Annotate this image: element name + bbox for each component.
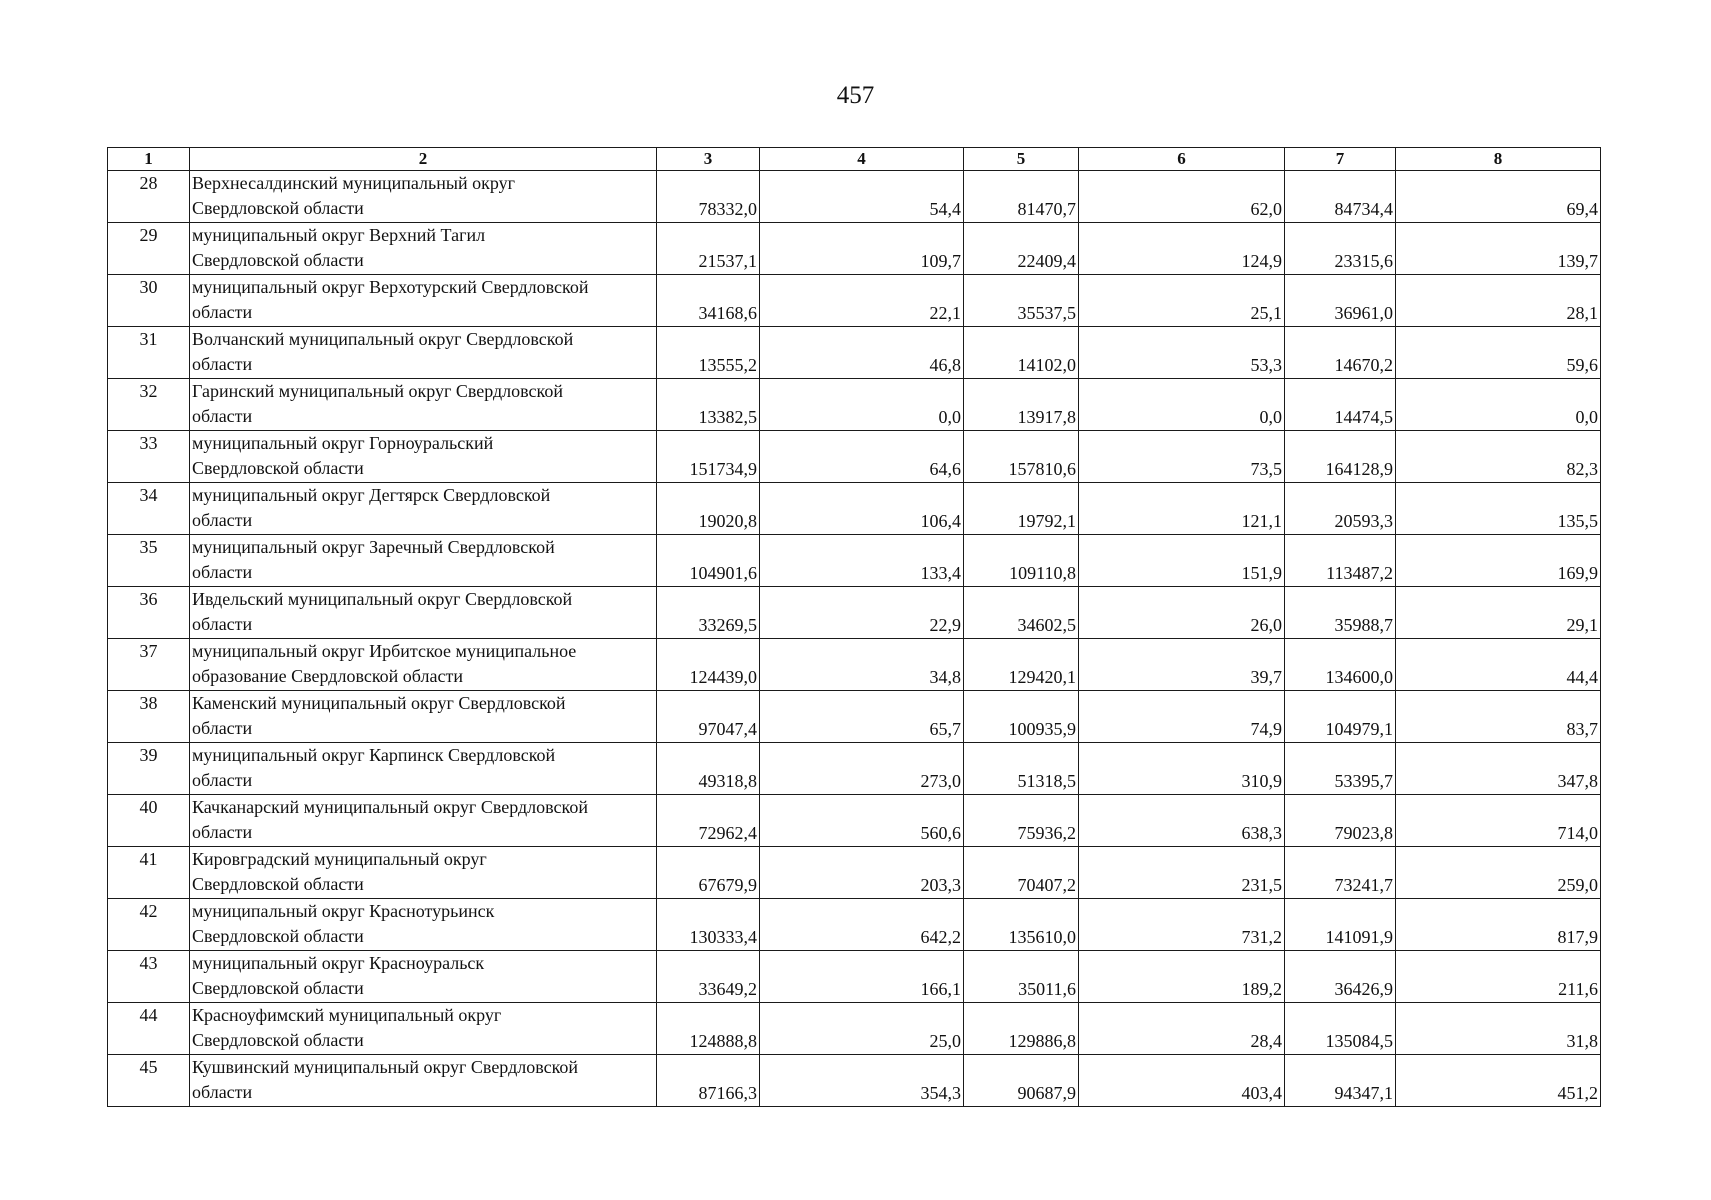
column-header: 7 xyxy=(1285,148,1396,171)
value-cell-col-7: 164128,9 xyxy=(1285,431,1396,483)
value-cell-col-7: 79023,8 xyxy=(1285,795,1396,847)
value-cell-col-3: 124888,8 xyxy=(657,1003,760,1055)
municipality-name-cell: Гаринский муниципальный округ Свердловской области xyxy=(190,379,657,431)
value-cell-col-5: 34602,5 xyxy=(964,587,1079,639)
row-number-cell: 34 xyxy=(108,483,190,535)
value-cell-col-5: 109110,8 xyxy=(964,535,1079,587)
table-row xyxy=(108,223,1601,275)
municipality-name-cell: Ивдельский муниципальный округ Свердловской области xyxy=(190,587,657,639)
value-cell-col-3: 104901,6 xyxy=(657,535,760,587)
value-cell-col-5: 35537,5 xyxy=(964,275,1079,327)
row-number-cell: 32 xyxy=(108,379,190,431)
value-cell-col-5: 81470,7 xyxy=(964,171,1079,223)
table-row xyxy=(108,275,1601,327)
value-cell-col-5: 14102,0 xyxy=(964,327,1079,379)
value-cell-col-7: 36426,9 xyxy=(1285,951,1396,1003)
value-cell-col-7: 94347,1 xyxy=(1285,1055,1396,1107)
value-cell-col-7: 104979,1 xyxy=(1285,691,1396,743)
value-cell-col-5: 22409,4 xyxy=(964,223,1079,275)
row-number-cell: 44 xyxy=(108,1003,190,1055)
value-cell-col-5: 70407,2 xyxy=(964,847,1079,899)
value-cell-col-6: 26,0 xyxy=(1079,587,1285,639)
value-cell-col-8: 83,7 xyxy=(1396,691,1601,743)
value-cell-col-5: 135610,0 xyxy=(964,899,1079,951)
municipality-name-cell: муниципальный округ Краснотурьинск Свердловской области xyxy=(190,899,657,951)
municipality-name-cell: муниципальный округ Красноуральск Свердловской области xyxy=(190,951,657,1003)
value-cell-col-7: 134600,0 xyxy=(1285,639,1396,691)
value-cell-col-8: 82,3 xyxy=(1396,431,1601,483)
value-cell-col-6: 62,0 xyxy=(1079,171,1285,223)
municipality-name-cell: муниципальный округ Верхний Тагил Свердловской области xyxy=(190,223,657,275)
municipality-name-cell: муниципальный округ Ирбитское муниципальное образование Свердловской области xyxy=(190,639,657,691)
column-header: 5 xyxy=(964,148,1079,171)
value-cell-col-4: 354,3 xyxy=(760,1055,964,1107)
municipality-name-cell: Верхнесалдинский муниципальный округ Свердловской области xyxy=(190,171,657,223)
table-row xyxy=(108,691,1601,743)
page-number: 457 xyxy=(836,82,875,109)
value-cell-col-7: 113487,2 xyxy=(1285,535,1396,587)
value-cell-col-6: 189,2 xyxy=(1079,951,1285,1003)
table-row xyxy=(108,535,1601,587)
value-cell-col-8: 259,0 xyxy=(1396,847,1601,899)
value-cell-col-8: 451,2 xyxy=(1396,1055,1601,1107)
value-cell-col-3: 49318,8 xyxy=(657,743,760,795)
value-cell-col-8: 169,9 xyxy=(1396,535,1601,587)
table-row xyxy=(108,431,1601,483)
value-cell-col-8: 69,4 xyxy=(1396,171,1601,223)
value-cell-col-8: 44,4 xyxy=(1396,639,1601,691)
value-cell-col-8: 139,7 xyxy=(1396,223,1601,275)
column-header: 3 xyxy=(657,148,760,171)
value-cell-col-6: 310,9 xyxy=(1079,743,1285,795)
row-number-cell: 29 xyxy=(108,223,190,275)
municipality-name-cell: муниципальный округ Карпинск Свердловской области xyxy=(190,743,657,795)
municipality-name-cell: Качканарский муниципальный округ Свердловской области xyxy=(190,795,657,847)
value-cell-col-8: 0,0 xyxy=(1396,379,1601,431)
row-number-cell: 45 xyxy=(108,1055,190,1107)
value-cell-col-6: 28,4 xyxy=(1079,1003,1285,1055)
municipality-name-cell: муниципальный округ Верхотурский Свердловской области xyxy=(190,275,657,327)
column-header: 2 xyxy=(190,148,657,171)
value-cell-col-5: 19792,1 xyxy=(964,483,1079,535)
table-row xyxy=(108,379,1601,431)
table-row xyxy=(108,743,1601,795)
row-number-cell: 36 xyxy=(108,587,190,639)
table-row xyxy=(108,327,1601,379)
row-number-cell: 40 xyxy=(108,795,190,847)
table-body xyxy=(108,171,1601,1107)
municipality-name-cell: Красноуфимский муниципальный округ Свердловской области xyxy=(190,1003,657,1055)
value-cell-col-3: 21537,1 xyxy=(657,223,760,275)
row-number-cell: 33 xyxy=(108,431,190,483)
value-cell-col-8: 211,6 xyxy=(1396,951,1601,1003)
value-cell-col-5: 129886,8 xyxy=(964,1003,1079,1055)
value-cell-col-3: 33269,5 xyxy=(657,587,760,639)
value-cell-col-6: 74,9 xyxy=(1079,691,1285,743)
row-number-cell: 43 xyxy=(108,951,190,1003)
value-cell-col-5: 90687,9 xyxy=(964,1055,1079,1107)
value-cell-col-6: 403,4 xyxy=(1079,1055,1285,1107)
value-cell-col-6: 53,3 xyxy=(1079,327,1285,379)
row-number-cell: 41 xyxy=(108,847,190,899)
table-row xyxy=(108,171,1601,223)
data-table xyxy=(107,147,1601,1107)
value-cell-col-7: 14474,5 xyxy=(1285,379,1396,431)
value-cell-col-7: 35988,7 xyxy=(1285,587,1396,639)
value-cell-col-4: 34,8 xyxy=(760,639,964,691)
municipality-name-cell: Волчанский муниципальный округ Свердловской области xyxy=(190,327,657,379)
value-cell-col-4: 166,1 xyxy=(760,951,964,1003)
value-cell-col-5: 35011,6 xyxy=(964,951,1079,1003)
value-cell-col-3: 124439,0 xyxy=(657,639,760,691)
value-cell-col-7: 23315,6 xyxy=(1285,223,1396,275)
value-cell-col-6: 39,7 xyxy=(1079,639,1285,691)
value-cell-col-4: 133,4 xyxy=(760,535,964,587)
row-number-cell: 31 xyxy=(108,327,190,379)
value-cell-col-4: 25,0 xyxy=(760,1003,964,1055)
municipality-name-cell: Кировградский муниципальный округ Свердловской области xyxy=(190,847,657,899)
value-cell-col-6: 731,2 xyxy=(1079,899,1285,951)
value-cell-col-7: 84734,4 xyxy=(1285,171,1396,223)
value-cell-col-8: 28,1 xyxy=(1396,275,1601,327)
value-cell-col-5: 51318,5 xyxy=(964,743,1079,795)
table-row xyxy=(108,847,1601,899)
row-number-cell: 38 xyxy=(108,691,190,743)
table-row xyxy=(108,639,1601,691)
value-cell-col-4: 0,0 xyxy=(760,379,964,431)
value-cell-col-8: 714,0 xyxy=(1396,795,1601,847)
column-header: 6 xyxy=(1079,148,1285,171)
value-cell-col-7: 73241,7 xyxy=(1285,847,1396,899)
value-cell-col-6: 25,1 xyxy=(1079,275,1285,327)
value-cell-col-3: 67679,9 xyxy=(657,847,760,899)
value-cell-col-7: 135084,5 xyxy=(1285,1003,1396,1055)
municipality-name-cell: муниципальный округ Дегтярск Свердловской области xyxy=(190,483,657,535)
value-cell-col-3: 13555,2 xyxy=(657,327,760,379)
value-cell-col-5: 13917,8 xyxy=(964,379,1079,431)
value-cell-col-3: 151734,9 xyxy=(657,431,760,483)
value-cell-col-6: 121,1 xyxy=(1079,483,1285,535)
value-cell-col-8: 817,9 xyxy=(1396,899,1601,951)
row-number-cell: 30 xyxy=(108,275,190,327)
table-row xyxy=(108,899,1601,951)
value-cell-col-7: 141091,9 xyxy=(1285,899,1396,951)
value-cell-col-6: 638,3 xyxy=(1079,795,1285,847)
value-cell-col-8: 31,8 xyxy=(1396,1003,1601,1055)
row-number-cell: 42 xyxy=(108,899,190,951)
table-row xyxy=(108,951,1601,1003)
value-cell-col-7: 53395,7 xyxy=(1285,743,1396,795)
value-cell-col-7: 20593,3 xyxy=(1285,483,1396,535)
value-cell-col-7: 36961,0 xyxy=(1285,275,1396,327)
column-header: 4 xyxy=(760,148,964,171)
table-row xyxy=(108,1003,1601,1055)
value-cell-col-5: 129420,1 xyxy=(964,639,1079,691)
value-cell-col-4: 64,6 xyxy=(760,431,964,483)
value-cell-col-6: 0,0 xyxy=(1079,379,1285,431)
table-row xyxy=(108,587,1601,639)
header-row xyxy=(108,148,1601,171)
municipality-name-cell: Каменский муниципальный округ Свердловской области xyxy=(190,691,657,743)
table-row xyxy=(108,1055,1601,1107)
value-cell-col-4: 273,0 xyxy=(760,743,964,795)
table-row xyxy=(108,483,1601,535)
value-cell-col-5: 157810,6 xyxy=(964,431,1079,483)
value-cell-col-4: 46,8 xyxy=(760,327,964,379)
value-cell-col-3: 97047,4 xyxy=(657,691,760,743)
value-cell-col-4: 106,4 xyxy=(760,483,964,535)
municipality-name-cell: Кушвинский муниципальный округ Свердловской области xyxy=(190,1055,657,1107)
row-number-cell: 37 xyxy=(108,639,190,691)
value-cell-col-4: 22,9 xyxy=(760,587,964,639)
value-cell-col-4: 54,4 xyxy=(760,171,964,223)
value-cell-col-3: 72962,4 xyxy=(657,795,760,847)
value-cell-col-8: 29,1 xyxy=(1396,587,1601,639)
value-cell-col-4: 642,2 xyxy=(760,899,964,951)
table-row xyxy=(108,795,1601,847)
row-number-cell: 28 xyxy=(108,171,190,223)
value-cell-col-8: 347,8 xyxy=(1396,743,1601,795)
value-cell-col-6: 151,9 xyxy=(1079,535,1285,587)
value-cell-col-4: 65,7 xyxy=(760,691,964,743)
value-cell-col-6: 124,9 xyxy=(1079,223,1285,275)
value-cell-col-8: 59,6 xyxy=(1396,327,1601,379)
value-cell-col-4: 203,3 xyxy=(760,847,964,899)
value-cell-col-3: 130333,4 xyxy=(657,899,760,951)
value-cell-col-4: 22,1 xyxy=(760,275,964,327)
value-cell-col-3: 19020,8 xyxy=(657,483,760,535)
value-cell-col-3: 34168,6 xyxy=(657,275,760,327)
municipality-name-cell: муниципальный округ Заречный Свердловской области xyxy=(190,535,657,587)
municipality-name-cell: муниципальный округ Горноуральский Свердловской области xyxy=(190,431,657,483)
value-cell-col-3: 78332,0 xyxy=(657,171,760,223)
value-cell-col-5: 75936,2 xyxy=(964,795,1079,847)
value-cell-col-3: 13382,5 xyxy=(657,379,760,431)
column-header: 8 xyxy=(1396,148,1601,171)
column-header: 1 xyxy=(108,148,190,171)
value-cell-col-6: 231,5 xyxy=(1079,847,1285,899)
value-cell-col-8: 135,5 xyxy=(1396,483,1601,535)
row-number-cell: 39 xyxy=(108,743,190,795)
value-cell-col-3: 33649,2 xyxy=(657,951,760,1003)
value-cell-col-5: 100935,9 xyxy=(964,691,1079,743)
value-cell-col-3: 87166,3 xyxy=(657,1055,760,1107)
value-cell-col-7: 14670,2 xyxy=(1285,327,1396,379)
row-number-cell: 35 xyxy=(108,535,190,587)
value-cell-col-6: 73,5 xyxy=(1079,431,1285,483)
value-cell-col-4: 560,6 xyxy=(760,795,964,847)
value-cell-col-4: 109,7 xyxy=(760,223,964,275)
